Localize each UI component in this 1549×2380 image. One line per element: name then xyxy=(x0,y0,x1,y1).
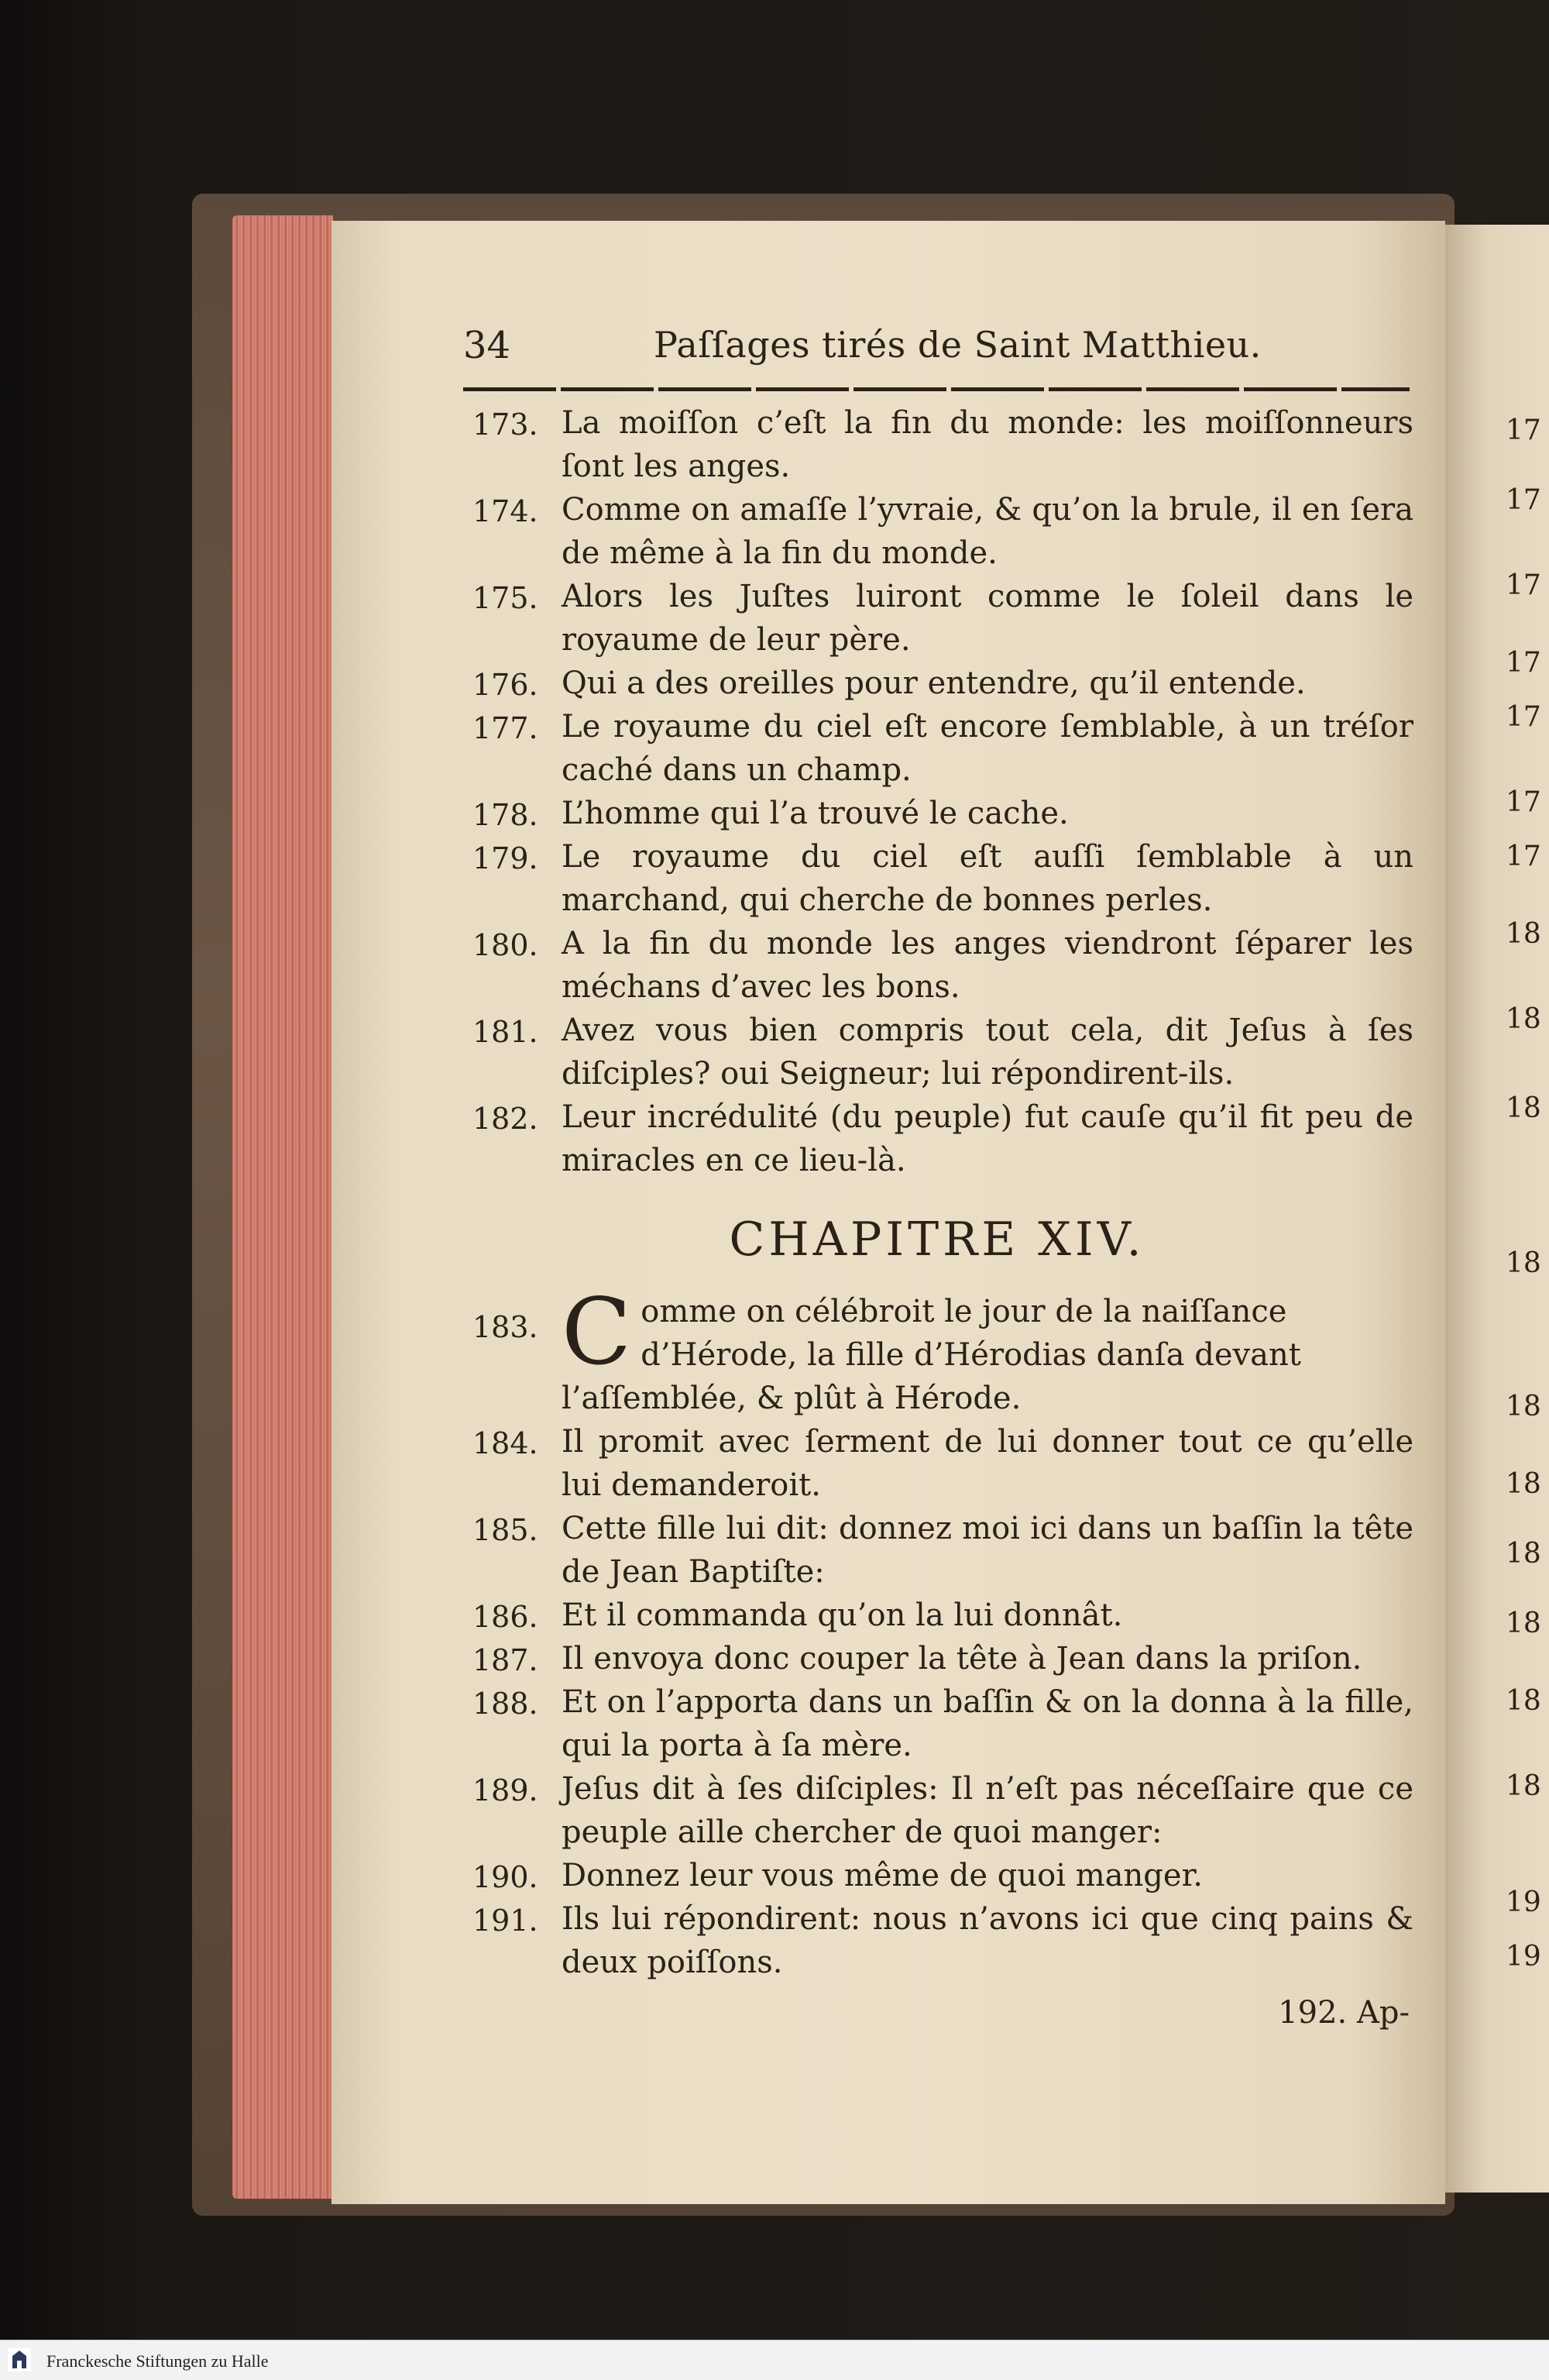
verse-number: 174. xyxy=(472,494,538,528)
right-page-fragment: 17 xyxy=(1506,701,1541,733)
verse-text: Le royaume du ciel eſt auſſi ſemblable à un marchand, qui cherche de bonnes perles. xyxy=(562,839,1413,918)
verse-row xyxy=(472,662,1413,705)
verse-text: L’homme qui l’a trouvé le cache. xyxy=(562,796,1069,831)
chapter-title: CHAPITRE XIV. xyxy=(729,1212,1145,1267)
right-page-fragment: 18 xyxy=(1506,918,1541,950)
verse-text: Le royaume du ciel eſt encore ſemblable, à un tréſor caché dans un champ. xyxy=(562,709,1413,788)
right-page-fragment: 19 xyxy=(1506,1941,1541,1972)
verse-number: 175. xyxy=(472,581,538,615)
verse-row xyxy=(472,488,1413,575)
verse-row xyxy=(472,1767,1413,1854)
verse-row xyxy=(472,835,1413,922)
verse-number: 173. xyxy=(472,408,538,442)
verse-text: Alors les Juſtes luiront comme le ſoleil dans le royaume de leur père. xyxy=(562,579,1413,658)
verse-row xyxy=(472,792,1413,835)
drop-cap: C xyxy=(562,1278,632,1385)
right-page-fragment: 17 xyxy=(1506,841,1541,872)
book-page-right-edge xyxy=(1445,225,1549,2193)
page-number: 34 xyxy=(463,324,511,367)
right-page-fragment: 17 xyxy=(1506,786,1541,818)
right-page-fragment: 18 xyxy=(1506,1538,1541,1570)
verse-row xyxy=(472,1594,1413,1637)
right-page-fragment: 17 xyxy=(1506,569,1541,601)
verse-text: Comme on amaſſe l’yvraie, & qu’on la brule, il en ſera de même à la fin du monde. xyxy=(562,492,1413,571)
verse-row xyxy=(472,1637,1413,1680)
verse-number: 188. xyxy=(472,1687,538,1721)
verse-row xyxy=(472,401,1413,488)
verse-number: 177. xyxy=(472,711,538,745)
right-page-fragment: 18 xyxy=(1506,1092,1541,1124)
verse-row xyxy=(472,705,1413,792)
right-page-fragment: 18 xyxy=(1506,1247,1541,1279)
verse-text: Ils lui répondirent: nous n’avons ici que cinq pains & deux poiſſons. xyxy=(562,1901,1413,1980)
verse-text: A la fin du monde les anges viendront ſéparer les méchans d’avec les bons. xyxy=(562,926,1413,1005)
page-header xyxy=(463,324,1408,378)
verse-list-part2 xyxy=(472,1278,1413,1984)
right-page-fragment: 17 xyxy=(1506,484,1541,516)
right-page-fragment: 18 xyxy=(1506,1608,1541,1639)
right-page-fragment: 18 xyxy=(1506,1685,1541,1717)
catchword: 192. Ap- xyxy=(1278,1995,1410,2031)
right-page-fragment: 18 xyxy=(1506,1468,1541,1500)
verse-row xyxy=(472,1009,1413,1095)
verse-row xyxy=(472,1420,1413,1507)
verse-number: 183. xyxy=(472,1310,538,1344)
verse-row xyxy=(472,1095,1413,1182)
institution-logo-icon xyxy=(8,2348,31,2371)
verse-number: 179. xyxy=(472,841,538,875)
verse-text: Il envoya donc couper la tête à Jean dans la priſon. xyxy=(562,1641,1362,1677)
verse-number: 187. xyxy=(472,1643,538,1677)
footer-credit: Franckesche Stiftungen zu Halle xyxy=(46,2351,269,2371)
verse-number: 191. xyxy=(472,1904,538,1938)
right-page-fragment: 18 xyxy=(1506,1770,1541,1802)
right-page-fragment: 19 xyxy=(1506,1886,1541,1918)
verse-text-body: omme on célébroit le jour de la naiſſance d’Hérode, la fille d’Hérodias danſa devant l’aſſemblée, & plût à Hérode. xyxy=(562,1294,1301,1416)
footer-bar xyxy=(0,2340,1549,2380)
verse-number: 180. xyxy=(472,928,538,962)
verse-text: Jeſus dit à ſes diſciples: Il n’eſt pas néceſſaire que ce peuple aille chercher de quoi manger: xyxy=(562,1771,1413,1850)
verse-text: Cette fille lui dit: donnez moi ici dans un baſſin la tête de Jean Baptiſte: xyxy=(562,1511,1413,1590)
verse-text: Il promit avec ſerment de lui donner tout ce qu’elle lui demanderoit. xyxy=(562,1424,1413,1503)
verse-text xyxy=(472,1278,1413,1420)
verse-number: 189. xyxy=(472,1773,538,1807)
verse-text: Avez vous bien compris tout cela, dit Jeſus à ſes diſciples? oui Seigneur; lui répondirent-ils. xyxy=(562,1013,1413,1092)
verse-text: Et on l’apporta dans un baſſin & on la donna à la fille, qui la porta à ſa mère. xyxy=(562,1684,1413,1763)
verse-number: 186. xyxy=(472,1600,538,1634)
verse-number: 176. xyxy=(472,668,538,702)
verse-number: 178. xyxy=(472,798,538,832)
verse-list-part1 xyxy=(472,401,1413,1182)
verse-row xyxy=(472,575,1413,662)
verse-number: 181. xyxy=(472,1015,538,1049)
verse-text: Leur incrédulité (du peuple) fut cauſe qu’il fit peu de miracles en ce lieu-là. xyxy=(562,1099,1413,1178)
verse-183 xyxy=(472,1278,1413,1420)
verse-text: La moiſſon c’eſt la fin du monde: les moiſſonneurs ſont les anges. xyxy=(562,405,1413,484)
verse-number: 184. xyxy=(472,1426,538,1460)
verse-number: 190. xyxy=(472,1860,538,1894)
page-edges-red xyxy=(232,215,333,2199)
right-page-fragment: 18 xyxy=(1506,1003,1541,1035)
verse-row xyxy=(472,1854,1413,1897)
verse-row xyxy=(472,1897,1413,1984)
right-page-fragment: 18 xyxy=(1506,1391,1541,1422)
right-page-fragment: 17 xyxy=(1506,647,1541,679)
verse-number: 185. xyxy=(472,1513,538,1547)
running-title: Paſſages tirés de Saint Matthieu. xyxy=(654,324,1262,366)
right-page-fragment: 17 xyxy=(1506,414,1541,446)
verse-row xyxy=(472,922,1413,1009)
verse-number: 182. xyxy=(472,1102,538,1136)
header-rule xyxy=(463,387,1410,391)
verse-text: Et il commanda qu’on la lui donnât. xyxy=(562,1598,1123,1633)
verse-row xyxy=(472,1680,1413,1767)
verse-text: Qui a des oreilles pour entendre, qu’il entende. xyxy=(562,666,1306,701)
verse-text: Donnez leur vous même de quoi manger. xyxy=(562,1858,1204,1893)
verse-row xyxy=(472,1507,1413,1594)
